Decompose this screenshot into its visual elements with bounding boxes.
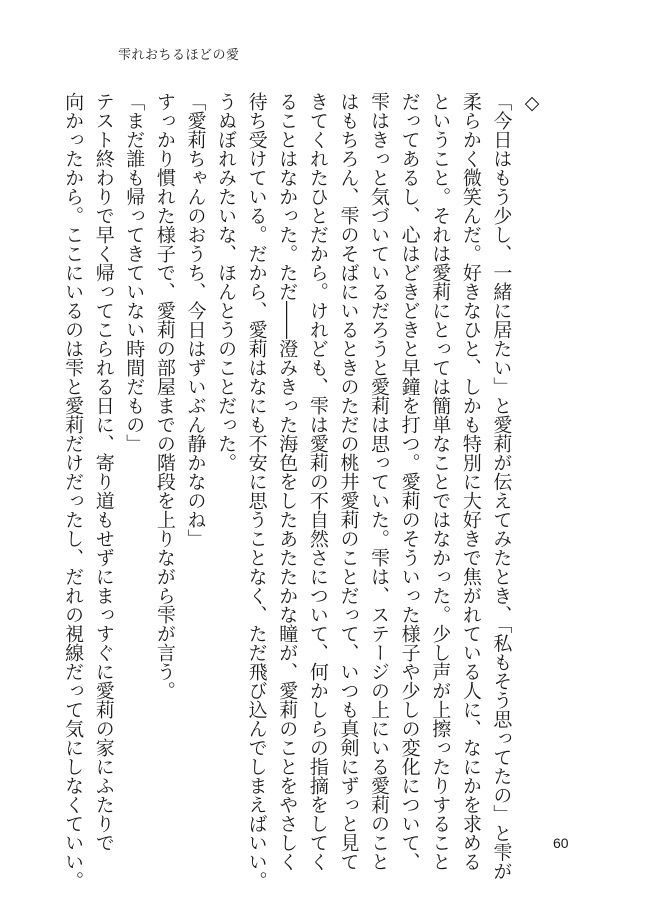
text-line: うぬぼれみたいな、ほんとうのことだった。 (215, 92, 238, 472)
text-line: テスト終わりで早く帰ってこられる日に、寄り道もせずにまっすぐに愛莉の家にふたりで (92, 92, 115, 852)
page-number: 60 (553, 835, 569, 851)
text-line: はもちろん、雫のそばにいるときのただの桃井愛莉のことだって、いつも真剣にずっと見て (337, 92, 360, 871)
text-line: すっかり慣れた様子で、愛莉の部屋までの階段を上りながら雫が言う。 (153, 92, 176, 700)
text-line: ということ。それは愛莉にとっては簡単なことではなかった。少し声が上擦ったりすること (429, 92, 452, 871)
text-line: 柔らかく微笑んだ。好きなひと、しかも特別に大好きで焦がれている人に、なにかを求める (459, 92, 482, 871)
text-line: 待ち受けている。だから、愛莉はなにも不安に思うことなく、ただ飛び込んでしまえばいい。 (245, 92, 268, 890)
text-line: 「今日はもう少し、一緒に居たい」と愛莉が伝えてみたとき、「私もそう思ってたの」と雫が (490, 92, 513, 881)
text-line: 雫はきっと気づいているだろうと愛莉は思っていた。雫は、ステージの上にいる愛莉のこと (368, 92, 391, 871)
body-text (58, 92, 548, 890)
text-line: だってあるし、心はどきどきと早鐘を打つ。愛莉のそういった様子や少しの変化について、 (398, 92, 421, 871)
text-line: 「まだ誰も帰ってきていない時間だもの」 (123, 92, 146, 453)
text-line: ることはなかった。ただ――澄みきった海色をしたあたたかな瞳が、愛莉のことをやさしく (276, 92, 299, 871)
text-line: 「愛莉ちゃんのおうち、今日はずいぶん静かなのね」 (184, 92, 207, 548)
running-head: 雫れおちるほどの愛 (118, 48, 240, 63)
section-mark: ◇ (521, 92, 543, 114)
text-line: 向かったから。ここにいるのは雫と愛莉だけだったし、だれの視線だって気にしなくていい。 (62, 92, 85, 890)
text-line: きてくれたひとだから。けれども、雫は愛莉の不自然さについて、何かしらの指摘をしてく (306, 92, 329, 871)
